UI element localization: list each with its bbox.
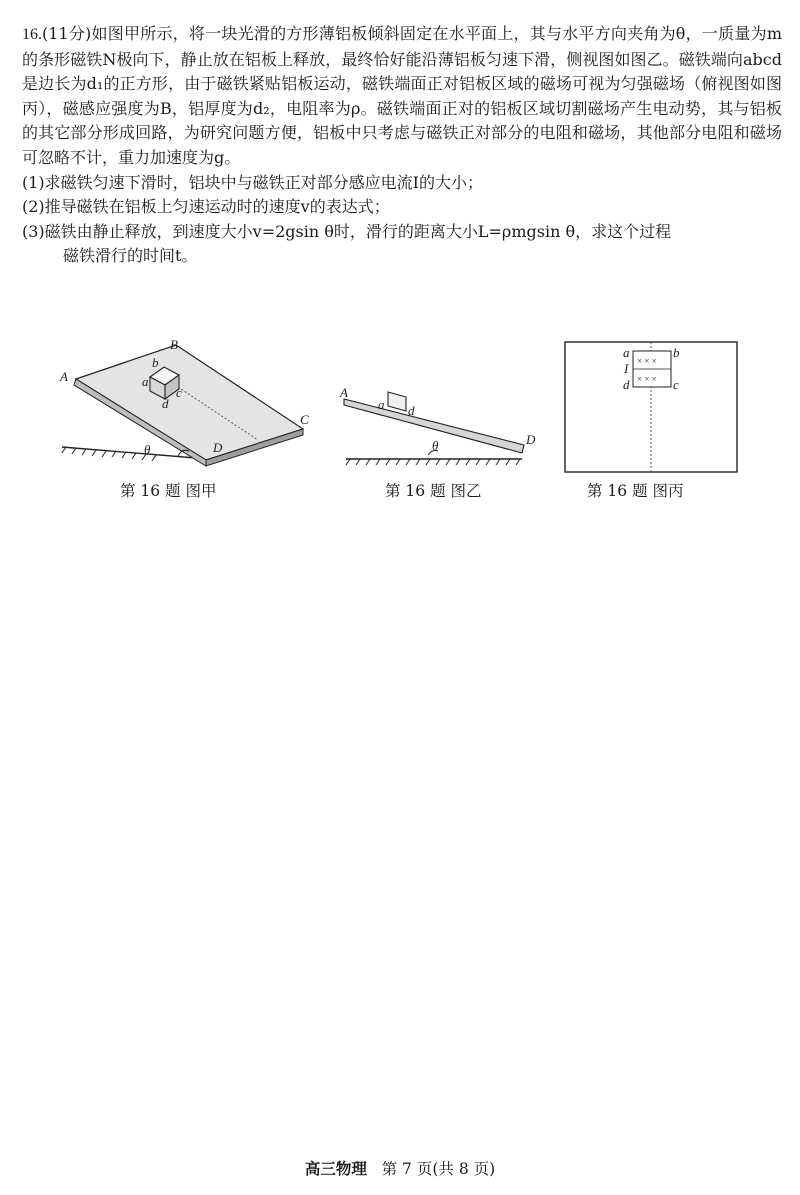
problem-16 xyxy=(22,22,782,269)
footer-page: 第 7 页(共 8 页) xyxy=(381,1160,496,1178)
label-c: c xyxy=(673,377,679,392)
label-a: a xyxy=(623,345,630,360)
label-A: A xyxy=(60,369,68,384)
question-3-continued: 磁铁滑行的时间t。 xyxy=(63,246,198,266)
page-footer xyxy=(0,1157,800,1179)
label-c: c xyxy=(176,385,182,400)
label-A: A xyxy=(340,385,348,400)
footer-subject: 高三物理 xyxy=(304,1159,367,1178)
label-B: B xyxy=(170,337,178,352)
field-row-2: × × × xyxy=(637,374,657,384)
figure-jia-drawing xyxy=(58,337,318,477)
label-C: C xyxy=(300,412,309,427)
figure-bing-drawing xyxy=(563,337,743,477)
label-d: d xyxy=(408,403,415,418)
label-theta: θ xyxy=(432,438,439,453)
problem-number: 16. xyxy=(22,26,42,43)
field-row-1: × × × xyxy=(637,356,657,366)
question-1: (1)求磁铁匀速下滑时，铝块中与磁铁正对部分感应电流I的大小； xyxy=(22,172,483,192)
label-d: d xyxy=(162,396,169,411)
question-2: (2)推导磁铁在铝板上匀速运动时的速度v的表达式； xyxy=(22,197,390,217)
figures-row xyxy=(58,337,770,507)
figure-yi xyxy=(336,337,546,500)
label-theta: θ xyxy=(144,442,151,457)
figure-jia xyxy=(58,337,318,500)
label-D: D xyxy=(526,432,536,447)
label-I: I xyxy=(624,361,629,376)
caption-bing: 第 16 题 图丙 xyxy=(587,482,684,500)
label-a: a xyxy=(378,397,385,412)
label-d: d xyxy=(623,377,630,392)
figure-bing xyxy=(563,337,743,500)
caption-jia: 第 16 题 图甲 xyxy=(120,482,217,500)
caption-yi: 第 16 题 图乙 xyxy=(385,482,482,500)
label-D: D xyxy=(213,440,223,455)
label-a: a xyxy=(142,374,149,389)
problem-stem-text: 如图甲所示，将一块光滑的方形薄铝板倾斜固定在水平面上，其与水平方向夹角为θ，一质量为m的条形磁铁N极向下，静止放在铝板上释放，最终恰好能沿薄铝板匀速下滑，侧视图如图乙。磁铁端向abcd是边长为d₁的正方形，由于磁铁紧贴铝板运动，磁铁端面正对铝板区域的磁场可视为匀强磁场（俯视图如图丙），磁感应强度为B，铝厚度为d₂，电阻率为ρ。磁铁端面正对的铝板区域切割磁场产生电动势，其与铝板的其它部分形成回路，为研究问题方便，铝板中只考虑与磁铁正对部分的电阻和磁场，其他部分电阻和磁场可忽略不计，重力加速度为g。 xyxy=(22,24,782,167)
label-b: b xyxy=(673,345,680,360)
question-3: (3)磁铁由静止释放，到速度大小v=2gsin θ时，滑行的距离大小L=ρmgsin θ，求这个过程 xyxy=(22,221,672,241)
problem-points: (11分) xyxy=(42,24,92,43)
label-b: b xyxy=(152,355,159,370)
figure-yi-drawing xyxy=(336,337,546,477)
problem-stem xyxy=(22,22,782,171)
